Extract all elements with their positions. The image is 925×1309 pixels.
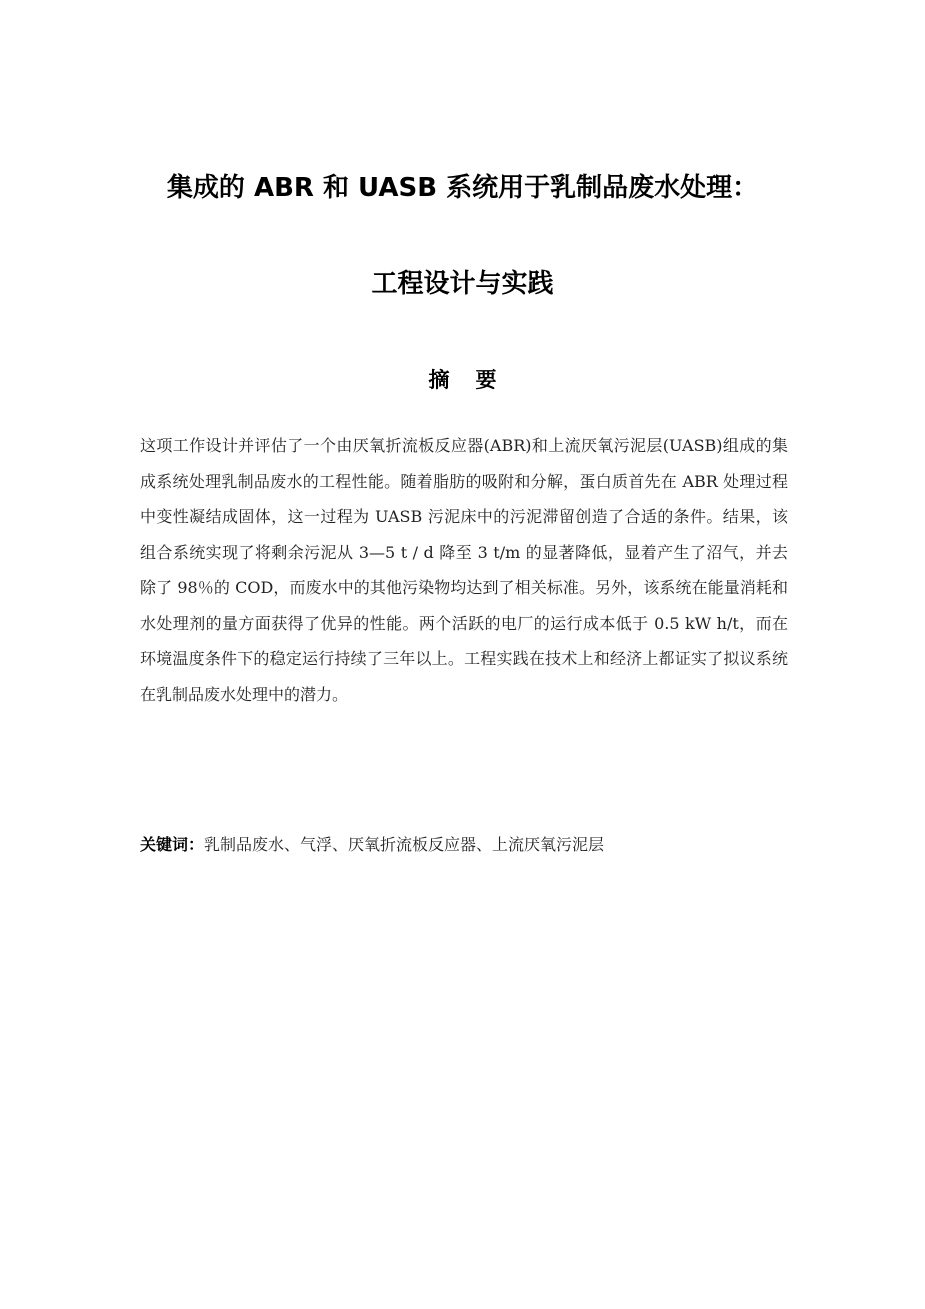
paper-title-line-2: 工程设计与实践 (371, 269, 554, 299)
keywords-text: 乳制品废水、气浮、厌氧折流板反应器、上流厌氧污泥层 (204, 835, 605, 854)
keywords-section (140, 830, 840, 860)
paper-title-line-1: 集成的 ABR 和 UASB 系统用于乳制品废水处理： (166, 173, 759, 203)
abstract-heading: 摘要 (428, 368, 523, 392)
keywords-label: 关键词： (140, 835, 205, 854)
abstract-body: 这项工作设计并评估了一个由厌氧折流板反应器(ABR)和上流厌氧污泥层(UASB)组成的集成系统处理乳制品废水的工程性能。随着脂肪的吸附和分解，蛋白质首先在 ABR 处理过程中变性凝结成固体，这一过程为 UASB 污泥床中的污泥滞留创造了合适的条件。结果，该组合系统实现了将剩余污泥从 3—5 t / d 降至 3 t/m 的显著降低，显着产生了沼气，并去除了 98％的 COD，而废水中的其他污染物均达到了相关标准。另外，该系统在能量消耗和水处理剂的量方面获得了优异的性能。两个活跃的电厂的运行成本低于 0.5 kW h/t，而在环境温度条件下的稳定运行持续了三年以上。工程实践在技术上和经济上都证实了拟议系统在乳制品废水处理中的潜力。 (140, 436, 788, 704)
